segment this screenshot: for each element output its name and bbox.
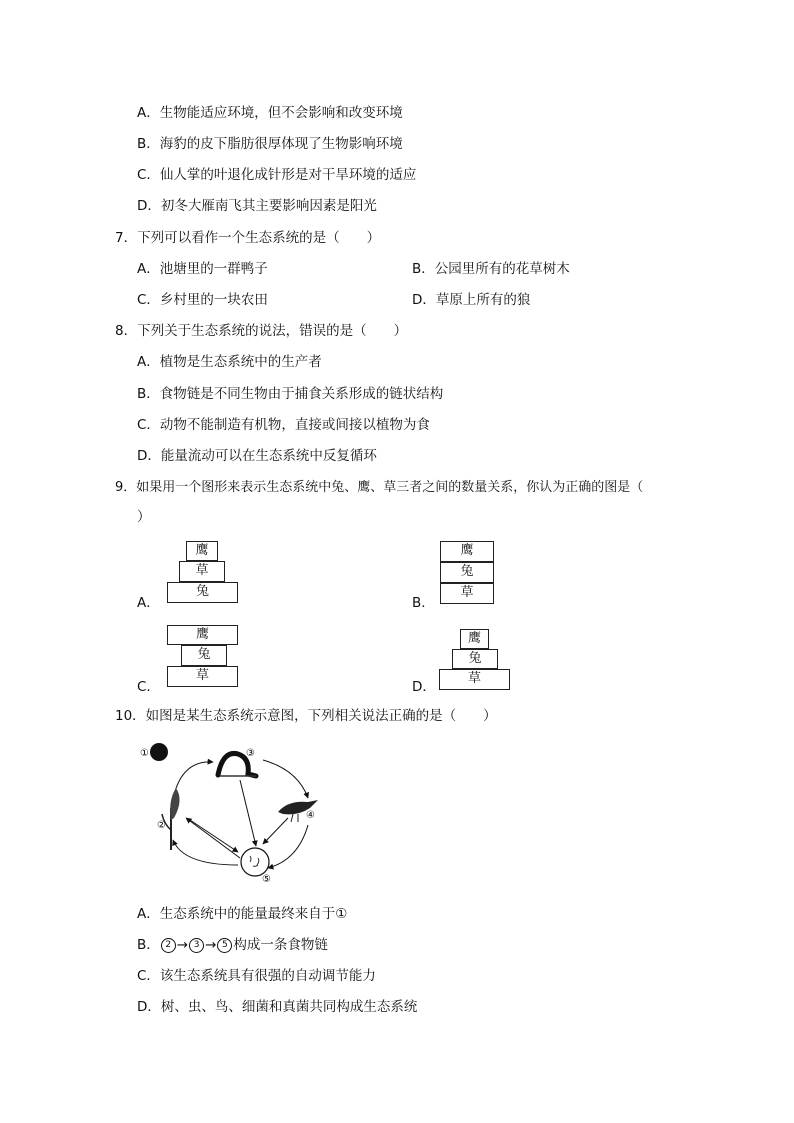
q10-option-c: C．该生态系统具有很强的自动调节能力 (137, 968, 376, 984)
plant-icon (162, 788, 180, 850)
q8-option-b: B．食物链是不同生物由于捕食关系形成的链状结构 (137, 386, 444, 402)
q6-option-b: B．海豹的皮下脂肪很厚体现了生物影响环境 (137, 136, 403, 152)
q10-option-b-suffix: 构成一条食物链 (233, 937, 328, 953)
pyramid-d-mid: 兔 (452, 649, 498, 669)
q10-option-a: A．生态系统中的能量最终来自于① (137, 906, 348, 922)
pyramid-c-bot: 草 (167, 666, 238, 687)
q10-option-b-n1: 2 (161, 938, 176, 953)
marker-2: ② (157, 820, 166, 831)
q10-option-b-n3: 5 (217, 938, 232, 953)
pyramid-c-mid: 兔 (181, 645, 227, 666)
pyramid-a-bot: 兔 (167, 582, 238, 603)
q7-option-d: D．草原上所有的狼 (412, 292, 531, 308)
q8-option-c: C．动物不能制造有机物，直接或间接以植物为食 (137, 417, 430, 433)
sun-icon (150, 743, 168, 761)
q7-stem: 7．下列可以看作一个生态系统的是（ ） (115, 230, 381, 246)
pyramid-b-top: 鹰 (440, 541, 494, 562)
decomposer-icon (241, 848, 269, 876)
pyramid-c-top: 鹰 (167, 625, 238, 645)
marker-3: ③ (246, 748, 255, 759)
q8-option-a: A．植物是生态系统中的生产者 (137, 354, 322, 370)
q7-option-a: A．池塘里的一群鸭子 (137, 261, 268, 277)
q10-stem: 10．如图是某生态系统示意图，下列相关说法正确的是（ ） (115, 708, 497, 724)
q7-option-b: B．公园里所有的花草树木 (412, 261, 570, 277)
pyramid-b-bot: 草 (440, 583, 494, 604)
q10-option-b-prefix: B． (137, 937, 160, 953)
q6-option-c: C．仙人掌的叶退化成针形是对干旱环境的适应 (137, 167, 417, 183)
q8-stem: 8．下列关于生态系统的说法，错误的是（ ） (115, 323, 408, 339)
q10-option-b-n2: 3 (189, 938, 204, 953)
q6-option-a: A．生物能适应环境，但不会影响和改变环境 (137, 105, 403, 121)
pyramid-b-mid: 兔 (440, 562, 494, 583)
q8-option-d: D．能量流动可以在生态系统中反复循环 (137, 448, 377, 464)
marker-5: ⑤ (262, 874, 271, 885)
q9-option-a-label: A． (137, 595, 160, 611)
q10-option-b: B． 2 → 3 → 5 构成一条食物链 (137, 937, 328, 953)
q9-stem-line1: 9．如果用一个图形来表示生态系统中兔、鹰、草三者之间的数量关系，你认为正确的图是（ (115, 480, 644, 495)
pyramid-a-mid: 草 (179, 561, 225, 582)
ecosystem-diagram (138, 740, 338, 890)
pyramid-a-top: 鹰 (186, 541, 218, 561)
q9-stem-line2: ） (137, 509, 151, 525)
q7-option-c: C．乡村里的一块农田 (137, 292, 268, 308)
marker-1: ① (140, 748, 149, 759)
q9-option-d-label: D． (412, 679, 436, 695)
q6-option-d: D．初冬大雁南飞其主要影响因素是阳光 (137, 198, 377, 214)
q9-option-b-label: B． (412, 595, 435, 611)
pyramid-d-top: 鹰 (460, 629, 489, 649)
pyramid-d-bot: 草 (439, 669, 510, 690)
marker-4: ④ (306, 810, 315, 821)
q10-option-d: D．树、虫、鸟、细菌和真菌共同构成生态系统 (137, 999, 418, 1015)
q9-option-c-label: C． (137, 679, 160, 695)
